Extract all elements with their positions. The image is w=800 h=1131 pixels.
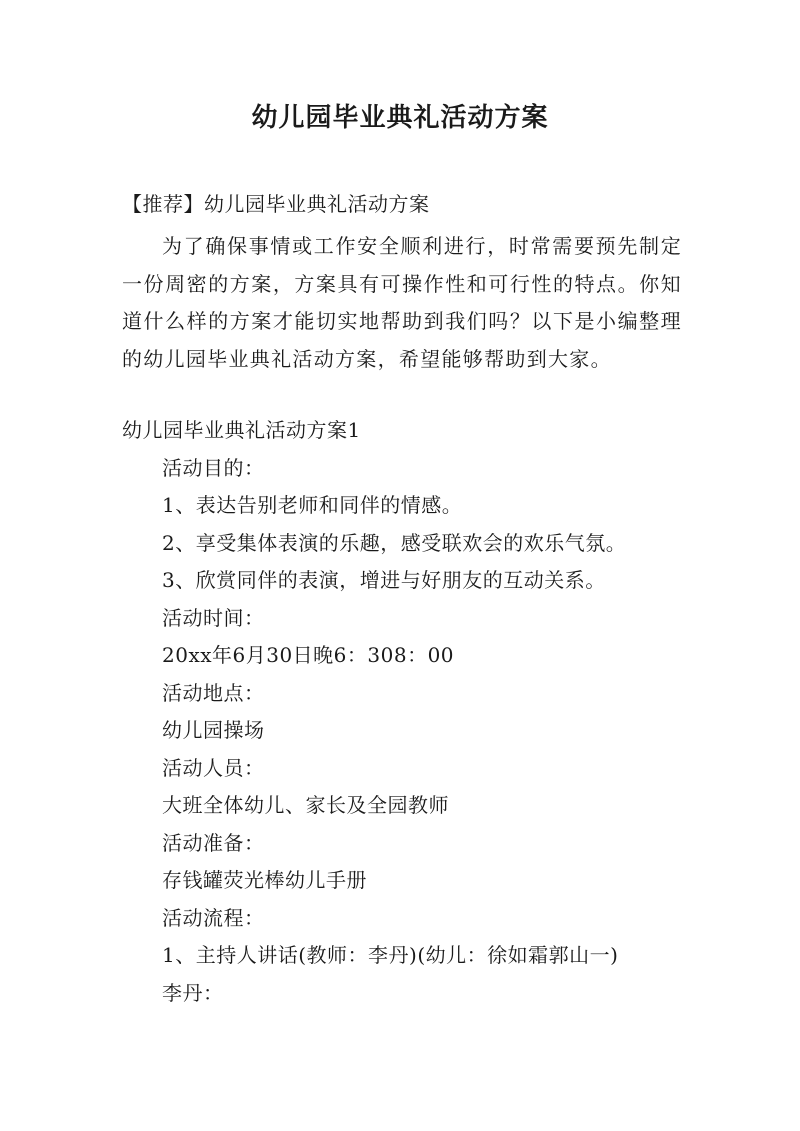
- document-title: 幼儿园毕业典礼活动方案: [251, 103, 549, 133]
- body-line: 活动准备：: [162, 831, 265, 855]
- body-line: 1、主持人讲话(教师：李丹)(幼儿：徐如霜郭山一): [162, 943, 619, 967]
- body-line: 2、享受集体表演的乐趣，感受联欢会的欢乐气氛。: [162, 531, 627, 555]
- body-line: 20xx年6月30日晚6：308：00: [162, 643, 455, 667]
- body-line: 大班全体幼儿、家长及全园教师: [162, 793, 449, 817]
- recommend-line: 【推荐】幼儿园毕业典礼活动方案: [122, 192, 430, 216]
- body-line: 李丹：: [162, 981, 224, 1005]
- body-line: 3、欣赏同伴的表演，增进与好朋友的互动关系。: [162, 568, 606, 592]
- body-line: 活动流程：: [162, 906, 265, 930]
- section-heading: 幼儿园毕业典礼活动方案1: [122, 418, 361, 442]
- body-line: 幼儿园操场: [162, 718, 265, 742]
- body-line: 活动人员：: [162, 756, 265, 780]
- intro-paragraph: 为了确保事情或工作安全顺利进行，时常需要预先制定一份周密的方案，方案具有可操作性和可行性的特点。你知道什么样的方案才能切实地帮助到我们吗？以下是小编整理的幼儿园毕业典礼活动方案，希望能够帮助到大家。: [122, 234, 682, 371]
- body-line: 活动地点：: [162, 681, 265, 705]
- body-line: 活动目的：: [162, 456, 265, 480]
- body-line: 存钱罐荧光棒幼儿手册: [162, 868, 367, 892]
- body-line: 1、表达告别老师和同伴的情感。: [162, 493, 463, 517]
- body-line: 活动时间：: [162, 606, 265, 630]
